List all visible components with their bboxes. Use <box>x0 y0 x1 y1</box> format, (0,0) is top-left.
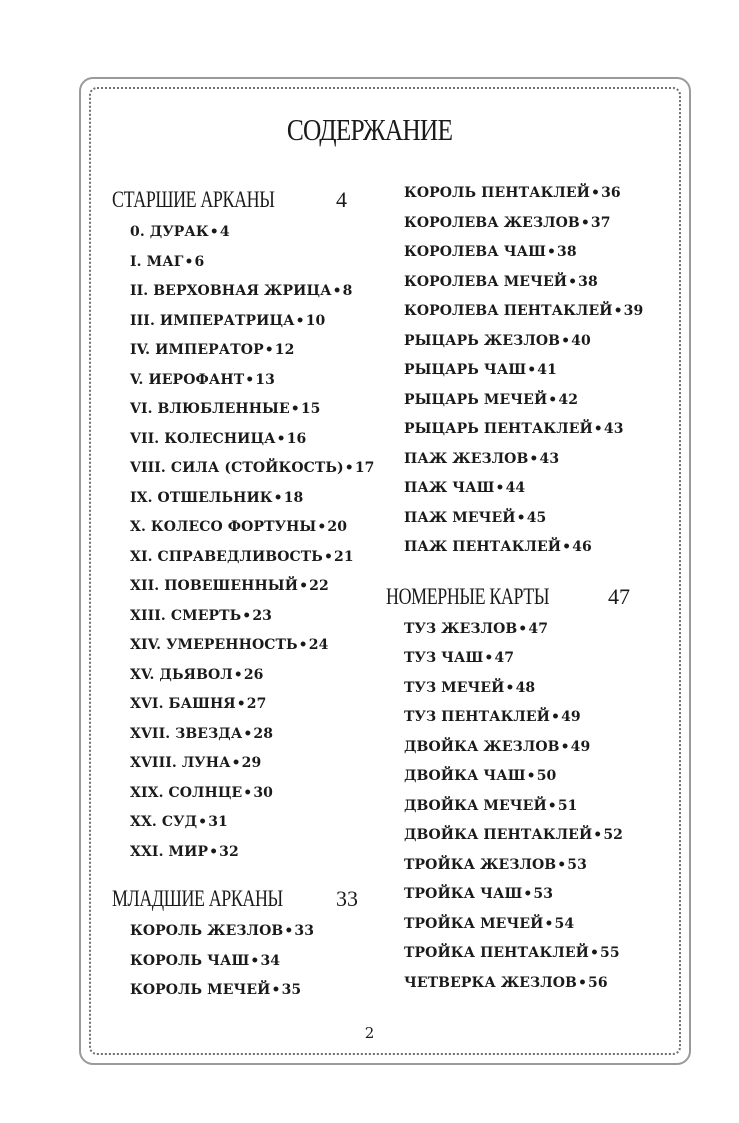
entry-title: ТРОЙКА ПЕНТАКЛЕЙ <box>404 945 589 961</box>
entry-page: 47 <box>494 650 515 666</box>
bullet-separator-icon: • <box>526 768 536 784</box>
section-title: НОМЕРНЫЕ КАРТЫ <box>386 583 550 609</box>
entry-title: II. ВЕРХОВНАЯ ЖРИЦА <box>130 283 332 299</box>
bullet-separator-icon: • <box>295 312 305 329</box>
entry-title: ДВОЙКА ЖЕЗЛОВ <box>404 738 560 755</box>
entry-title: КОРОЛЬ ЧАШ <box>130 952 250 969</box>
entry-page: 38 <box>578 273 598 290</box>
bullet-separator-icon: • <box>290 401 300 417</box>
toc-entry[interactable] <box>386 733 646 763</box>
toc-entry[interactable] <box>386 386 646 416</box>
entry-page: 46 <box>572 539 592 555</box>
toc-entry[interactable] <box>112 690 372 720</box>
entry-title: XVI. БАШНЯ <box>130 696 236 712</box>
bullet-separator-icon: • <box>527 362 537 378</box>
bullet-separator-icon: • <box>505 679 515 696</box>
entry-page: 41 <box>537 362 557 378</box>
toc-entry[interactable] <box>112 395 372 425</box>
entry-page: 53 <box>533 886 554 902</box>
toc-entry[interactable] <box>112 808 372 838</box>
entry-title: XXI. МИР <box>130 843 209 860</box>
toc-entry[interactable] <box>112 572 372 602</box>
toc-entry[interactable] <box>112 720 372 750</box>
toc-entry[interactable] <box>386 415 646 445</box>
entry-page: 21 <box>334 548 354 565</box>
toc-entry[interactable] <box>386 179 646 209</box>
entry-title: ДВОЙКА МЕЧЕЙ <box>404 797 547 814</box>
bullet-separator-icon: • <box>323 548 334 565</box>
entry-title: ПАЖ МЕЧЕЙ <box>404 509 516 526</box>
toc-entry[interactable] <box>112 917 372 947</box>
entry-title: XX. СУД <box>130 814 198 830</box>
bullet-separator-icon: • <box>557 856 567 873</box>
entry-title: ТУЗ ЧАШ <box>404 650 484 666</box>
entry-page: 28 <box>253 725 274 742</box>
toc-entry[interactable] <box>386 209 646 239</box>
entry-page: 24 <box>308 637 329 653</box>
entry-title: ПАЖ ПЕНТАКЛЕЙ <box>404 539 562 555</box>
toc-entry[interactable] <box>386 474 646 504</box>
toc-entry[interactable] <box>112 277 372 307</box>
bullet-separator-icon: • <box>561 332 571 349</box>
bullet-separator-icon: • <box>529 450 539 467</box>
toc-entry[interactable] <box>386 268 646 298</box>
entry-page: 52 <box>603 827 624 843</box>
toc-list-minor-arcana <box>112 917 372 1006</box>
entry-title: ПАЖ ЖЕЗЛОВ <box>404 450 529 467</box>
entry-page: 34 <box>260 952 281 969</box>
bullet-separator-icon: • <box>271 982 281 998</box>
toc-entry[interactable] <box>112 307 372 337</box>
bullet-separator-icon: • <box>243 725 253 742</box>
entry-page: 40 <box>571 332 591 349</box>
bullet-separator-icon: • <box>593 827 603 843</box>
toc-entry[interactable] <box>112 947 372 977</box>
entry-title: ПАЖ ЧАШ <box>404 480 495 496</box>
bullet-separator-icon: • <box>484 650 494 666</box>
section-page: 33 <box>336 886 358 911</box>
toc-entry[interactable] <box>112 543 372 573</box>
toc-entry[interactable] <box>112 631 372 661</box>
bullet-separator-icon: • <box>548 391 558 408</box>
section-gap <box>112 867 372 881</box>
entry-page: 12 <box>274 342 295 358</box>
entry-title: РЫЦАРЬ ЧАШ <box>404 362 527 378</box>
entry-title: КОРОЛЕВА МЕЧЕЙ <box>404 273 568 290</box>
bullet-separator-icon: • <box>242 607 252 624</box>
bullet-separator-icon: • <box>516 509 526 526</box>
toc-entry[interactable] <box>112 602 372 632</box>
entry-title: XI. СПРАВЕДЛИВОСТЬ <box>130 548 323 565</box>
bullet-separator-icon: • <box>589 945 599 961</box>
toc-list-numbered-cards <box>386 615 646 999</box>
entry-title: I. МАГ <box>130 253 184 270</box>
entry-page: 6 <box>194 253 205 270</box>
entry-page: 49 <box>561 709 581 725</box>
entry-page: 29 <box>241 755 262 771</box>
entry-page: 48 <box>515 679 536 696</box>
entry-page: 37 <box>590 214 611 231</box>
entry-title: ЧЕТВЕРКА ЖЕЗЛОВ <box>404 974 577 991</box>
entry-title: XIV. УМЕРЕННОСТЬ <box>130 637 298 653</box>
section-header-numbered-cards[interactable] <box>386 579 646 615</box>
entry-page: 56 <box>588 974 608 991</box>
toc-entry[interactable] <box>386 297 646 327</box>
bullet-separator-icon: • <box>613 303 623 319</box>
entry-page: 35 <box>281 982 302 998</box>
entry-title: ДВОЙКА ПЕНТАКЛЕЙ <box>404 827 593 843</box>
toc-entry[interactable] <box>112 218 372 248</box>
toc-entry[interactable] <box>386 821 646 851</box>
bullet-separator-icon: • <box>568 273 578 290</box>
section-title: МЛАДШИЕ АРКАНЫ <box>112 886 283 911</box>
entry-title: X. КОЛЕСО ФОРТУНЫ <box>130 519 317 535</box>
section-page: 47 <box>608 583 630 609</box>
toc-entry[interactable] <box>112 454 375 484</box>
entry-page: 54 <box>554 915 575 932</box>
entry-title: ТРОЙКА ЖЕЗЛОВ <box>404 856 557 873</box>
entry-page: 20 <box>327 519 348 535</box>
toc-entry[interactable] <box>386 533 646 563</box>
toc-entry[interactable] <box>386 762 646 792</box>
bullet-separator-icon: • <box>273 489 283 506</box>
entry-page: 50 <box>536 768 557 784</box>
bullet-separator-icon: • <box>547 797 557 814</box>
toc-entry[interactable] <box>112 661 372 691</box>
entry-title: КОРОЛЬ ПЕНТАКЛЕЙ <box>404 185 591 201</box>
toc-entry[interactable] <box>386 674 646 704</box>
bullet-separator-icon: • <box>591 185 601 201</box>
entry-title: XII. ПОВЕШЕННЫЙ <box>130 578 299 594</box>
entry-page: 13 <box>255 371 275 388</box>
entry-page: 43 <box>539 450 560 467</box>
entry-page: 43 <box>603 421 624 437</box>
entry-page: 44 <box>505 480 526 496</box>
toc-entry[interactable] <box>386 644 646 674</box>
entry-title: 0. ДУРАК <box>130 224 209 240</box>
entry-page: 16 <box>286 430 307 447</box>
toc-entry[interactable] <box>112 838 372 868</box>
entry-title: XIII. СМЕРТЬ <box>130 607 242 624</box>
toc-entry[interactable] <box>386 969 646 999</box>
toc-entry[interactable] <box>112 513 372 543</box>
entry-page: 10 <box>305 312 326 329</box>
toc-entry[interactable] <box>386 910 646 940</box>
entry-page: 27 <box>246 696 267 712</box>
toc-entry[interactable] <box>112 976 372 1006</box>
bullet-separator-icon: • <box>562 539 572 555</box>
bullet-separator-icon: • <box>577 974 588 991</box>
entry-title: ТРОЙКА МЕЧЕЙ <box>404 915 544 932</box>
bullet-separator-icon: • <box>580 214 590 231</box>
entry-page: 47 <box>528 620 549 637</box>
entry-page: 30 <box>253 784 274 801</box>
toc-entry[interactable] <box>386 504 646 534</box>
entry-page: 36 <box>601 185 621 201</box>
bullet-separator-icon: • <box>593 421 603 437</box>
toc-entry[interactable] <box>386 238 646 268</box>
entry-page: 31 <box>208 814 228 830</box>
bullet-separator-icon: • <box>299 578 309 594</box>
bullet-separator-icon: • <box>551 709 561 725</box>
bullet-separator-icon: • <box>523 886 533 902</box>
bullet-separator-icon: • <box>546 244 557 260</box>
entry-title: XVII. ЗВЕЗДА <box>130 725 243 742</box>
entry-page: 18 <box>283 489 304 506</box>
entry-title: ТУЗ МЕЧЕЙ <box>404 679 505 696</box>
toc-entry[interactable] <box>112 749 372 779</box>
toc-entry[interactable] <box>112 248 372 278</box>
entry-page: 26 <box>243 666 264 683</box>
toc-entry[interactable] <box>386 615 646 645</box>
toc-entry[interactable] <box>386 356 646 386</box>
bullet-separator-icon: • <box>198 814 208 830</box>
bullet-separator-icon: • <box>264 342 274 358</box>
entry-page: 22 <box>309 578 329 594</box>
toc-entry[interactable] <box>112 779 372 809</box>
bullet-separator-icon: • <box>250 952 260 969</box>
page-title: СОДЕРЖАНИЕ <box>286 112 453 147</box>
entry-title: XIX. СОЛНЦЕ <box>130 784 243 801</box>
entry-title: III. ИМПЕРАТРИЦА <box>130 312 295 329</box>
bullet-separator-icon: • <box>544 915 554 932</box>
entry-page: 15 <box>300 401 321 417</box>
entry-title: КОРОЛЕВА ЖЕЗЛОВ <box>404 214 580 231</box>
entry-title: КОРОЛЬ ЖЕЗЛОВ <box>130 923 284 939</box>
entry-page: 32 <box>219 843 239 860</box>
entry-title: XVIII. ЛУНА <box>130 755 231 771</box>
bullet-separator-icon: • <box>284 923 294 939</box>
entry-page: 4 <box>219 224 230 240</box>
entry-title: XV. ДЬЯВОЛ <box>130 666 233 683</box>
bullet-separator-icon: • <box>298 637 308 653</box>
toc-entry[interactable] <box>386 703 646 733</box>
entry-page: 49 <box>570 738 591 755</box>
entry-title: КОРОЛЕВА ЧАШ <box>404 244 546 260</box>
entry-title: РЫЦАРЬ ПЕНТАКЛЕЙ <box>404 421 593 437</box>
entry-title: VI. ВЛЮБЛЕННЫЕ <box>130 401 290 417</box>
entry-page: 38 <box>557 244 577 260</box>
toc-entry[interactable] <box>112 336 372 366</box>
entry-title: V. ИЕРОФАНТ <box>130 371 245 388</box>
toc-right-column <box>386 179 646 998</box>
entry-title: РЫЦАРЬ МЕЧЕЙ <box>404 391 548 408</box>
section-gap <box>386 563 646 579</box>
entry-title: VIII. СИЛА (СТОЙКОСТЬ) <box>130 460 344 476</box>
entry-title: ДВОЙКА ЧАШ <box>404 768 526 784</box>
bullet-separator-icon: • <box>184 253 194 270</box>
section-header-major-arcana[interactable] <box>112 182 372 218</box>
toc-list-court-continued <box>386 179 646 563</box>
bullet-separator-icon: • <box>317 519 327 535</box>
bullet-separator-icon: • <box>209 224 219 240</box>
bullet-separator-icon: • <box>560 738 570 755</box>
entry-title: IX. ОТШЕЛЬНИК <box>130 489 273 506</box>
entry-page: 23 <box>252 607 273 624</box>
toc-entry[interactable] <box>386 792 646 822</box>
entry-page: 51 <box>557 797 578 814</box>
toc-entry[interactable] <box>112 366 372 396</box>
entry-page: 42 <box>558 391 579 408</box>
section-header-minor-arcana[interactable] <box>112 881 372 917</box>
entry-title: IV. ИМПЕРАТОР <box>130 342 264 358</box>
entry-title: КОРОЛЬ МЕЧЕЙ <box>130 982 271 998</box>
entry-title: ТУЗ ЖЕЗЛОВ <box>404 620 518 637</box>
bullet-separator-icon: • <box>236 696 246 712</box>
bullet-separator-icon: • <box>231 755 241 771</box>
entry-title: ТРОЙКА ЧАШ <box>404 886 523 902</box>
entry-page: 17 <box>354 460 375 476</box>
entry-title: VII. КОЛЕСНИЦА <box>130 430 276 447</box>
section-title: СТАРШИЕ АРКАНЫ <box>112 187 275 212</box>
entry-title: ТУЗ ПЕНТАКЛЕЙ <box>404 709 551 725</box>
entry-page: 55 <box>600 945 620 961</box>
toc-entry[interactable] <box>112 425 372 455</box>
bullet-separator-icon: • <box>209 843 219 860</box>
page-number: 2 <box>364 1024 375 1042</box>
toc-entry[interactable] <box>386 445 646 475</box>
bullet-separator-icon: • <box>344 460 354 476</box>
toc-entry[interactable] <box>386 939 646 969</box>
toc-entry[interactable] <box>386 880 646 910</box>
entry-title: РЫЦАРЬ ЖЕЗЛОВ <box>404 332 561 349</box>
entry-page: 39 <box>623 303 644 319</box>
entry-page: 33 <box>294 923 315 939</box>
section-page: 4 <box>336 187 347 212</box>
bullet-separator-icon: • <box>233 666 243 683</box>
entry-page: 53 <box>567 856 587 873</box>
entry-title: КОРОЛЕВА ПЕНТАКЛЕЙ <box>404 303 613 319</box>
toc-entry[interactable] <box>386 851 646 881</box>
entry-page: 8 <box>342 283 353 299</box>
toc-entry[interactable] <box>112 484 372 514</box>
bullet-separator-icon: • <box>245 371 255 388</box>
toc-left-column <box>112 182 375 1006</box>
toc-entry[interactable] <box>386 327 646 357</box>
toc-list-major-arcana <box>112 218 375 867</box>
bullet-separator-icon: • <box>518 620 528 637</box>
bullet-separator-icon: • <box>332 283 342 299</box>
bullet-separator-icon: • <box>495 480 505 496</box>
bullet-separator-icon: • <box>276 430 286 447</box>
entry-page: 45 <box>526 509 547 526</box>
bullet-separator-icon: • <box>243 784 253 801</box>
